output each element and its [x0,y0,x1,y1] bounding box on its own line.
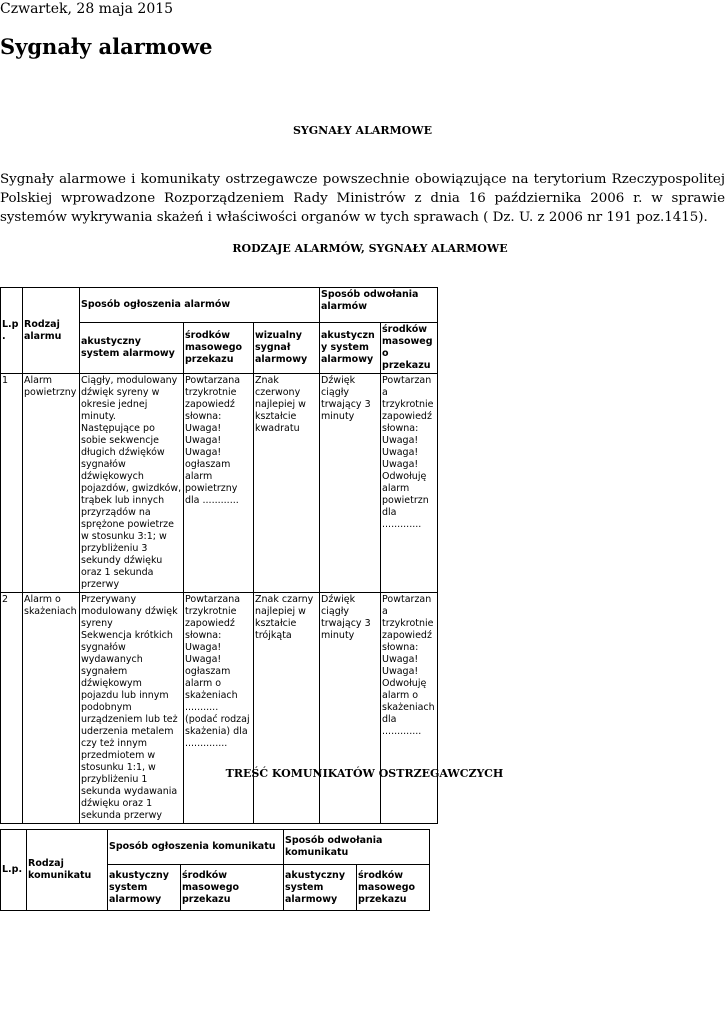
section-heading-alarms-main: SYGNAŁY ALARMOWE [292,124,432,137]
page-date: Czwartek, 28 maja 2015 [0,1,174,17]
alarm-lp: 1 [1,374,23,593]
alarms-group-cancel: Sposób odwołania alarmów [320,288,438,323]
alarm-cancel-acoustic: Dźwięk ciągły trwający 3 minuty [320,374,381,593]
alarms-sub-acoustic: akustyczny system alarmowy [80,323,184,374]
messages-col-type: Rodzaj komunikatu [27,830,108,911]
messages-header-row-1 [1,830,430,865]
table-row [1,374,438,593]
alarm-cancel-media: Powtarzana trzykrotnie zapowiedź słowna: Uwaga! Uwaga! Odwołuję alarm o skażeniach dla ............. [381,593,438,824]
alarm-acoustic: Przerywany modulowany dźwięk syreny Sekwencja krótkich sygnałów wydawanych sygnałem dźwiękowym pojazdu lub innym podobnym urządzeniem lub też uderzenia metalem czy też innym przedmiotem w stosunku 1:1, w przybliżeniu 1 sekunda wydawania dźwięku oraz 1 sekunda przerwy [80,593,184,824]
page-title: Sygnały alarmowe [0,34,213,59]
alarms-sub-media: środków masowego przekazu [184,323,254,374]
alarms-table [0,287,438,824]
alarm-media: Powtarzana trzykrotnie zapowiedź słowna: Uwaga! Uwaga! ogłaszam alarm o skażeniach ........... (podać rodzaj skażenia) dla .............. [184,593,254,824]
messages-group-cancel: Sposób odwołania komunikatu [284,830,430,865]
section-heading-alarm-types: RODZAJE ALARMÓW, SYGNAŁY ALARMOWE [232,242,508,255]
alarms-group-announce: Sposób ogłoszenia alarmów [80,288,320,323]
alarms-sub-visual: wizualny sygnał alarmowy [254,323,320,374]
messages-col-lp: L.p. [1,830,27,911]
alarm-cancel-acoustic: Dźwięk ciągły trwający 3 minuty [320,593,381,824]
alarms-col-type: Rodzaj alarmu [23,288,80,374]
messages-sub-media: środków masowego przekazu [181,865,284,911]
messages-group-announce: Sposób ogłoszenia komunikatu [108,830,284,865]
alarms-sub-cancel-acoustic: akustyczny system alarmowy [320,323,381,374]
alarm-type: Alarm o skażeniach [23,593,80,824]
messages-sub-cancel-media: środków masowego przekazu [357,865,430,911]
section-heading-messages: TREŚĆ KOMUNIKATÓW OSTRZEGAWCZYCH [225,767,504,780]
alarms-header-row-1 [1,288,438,323]
messages-sub-acoustic: akustyczny system alarmowy [108,865,181,911]
alarms-sub-cancel-media: środków masowego przekazu [381,323,438,374]
messages-table [0,829,430,911]
alarm-media: Powtarzana trzykrotnie zapowiedź słowna: Uwaga! Uwaga! Uwaga! ogłaszam alarm powietrzny dla ............ [184,374,254,593]
table-row [1,593,438,824]
alarm-acoustic: Ciągły, modulowany dźwięk syreny w okresie jednej minuty. Następujące po sobie sekwencje długich dźwięków sygnałów dźwiękowych pojazdów, gwizdków, trąbek lub innych przyrządów na sprężone powietrze w stosunku 3:1; w przybliżeniu 3 sekundy dźwięku oraz 1 sekunda przerwy [80,374,184,593]
alarm-visual: Znak czarny najlepiej w kształcie trójkąta [254,593,320,824]
alarm-visual: Znak czerwony najlepiej w kształcie kwadratu [254,374,320,593]
messages-sub-cancel-acoustic: akustyczny system alarmowy [284,865,357,911]
alarm-lp: 2 [1,593,23,824]
alarm-type: Alarm powietrzny [23,374,80,593]
alarms-col-lp: L.p . [1,288,23,374]
intro-paragraph: Sygnały alarmowe i komunikaty ostrzegawcze powszechnie obowiązujące na terytorium Rzeczypospolitej Polskiej wprowadzone Rozporządzeniem Rady Ministrów z dnia 16 października 2006 r. w sprawie systemów wykrywania skażeń i właściwości organów w tych sprawach ( Dz. U. z 2006 nr 191 poz.1415). [0,172,725,225]
alarm-cancel-media: Powtarzana trzykrotnie zapowiedź słowna: Uwaga! Uwaga! Uwaga! Odwołuję alarm powietrzn dla ............. [381,374,438,593]
